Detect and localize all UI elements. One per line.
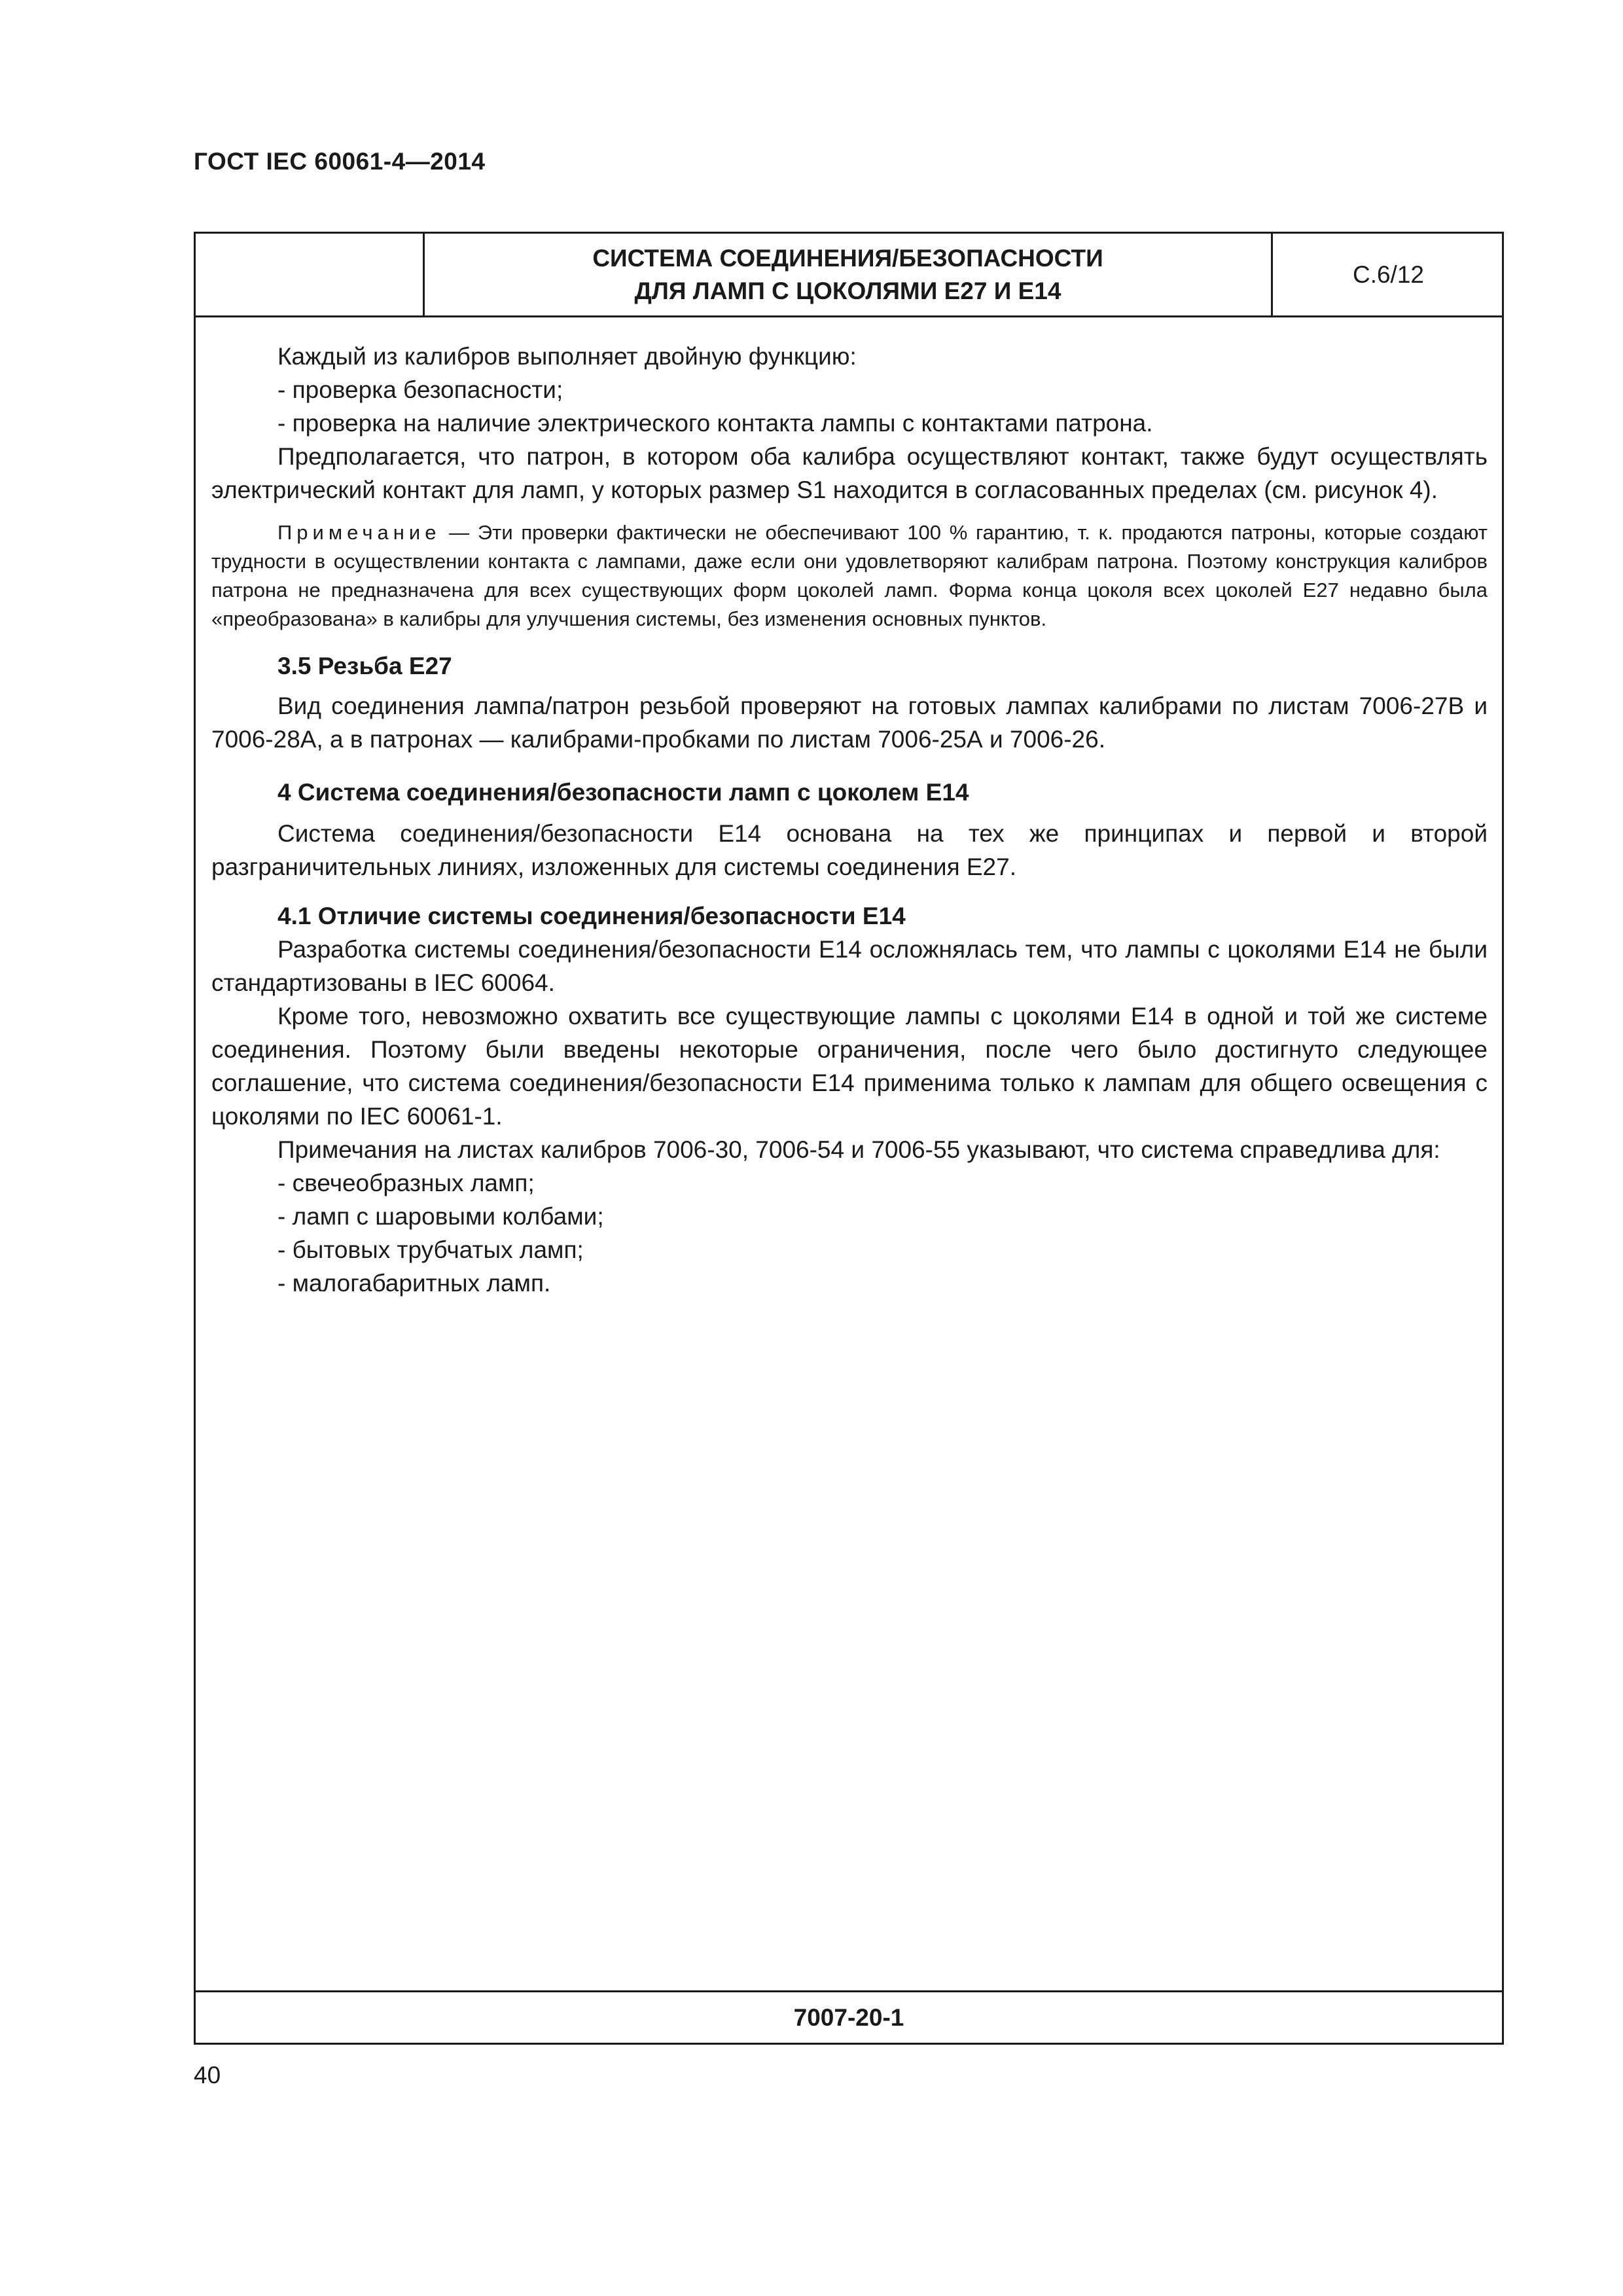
sheet-content xyxy=(211,340,1488,1300)
sheet-header xyxy=(196,234,1502,317)
page-number: 40 xyxy=(194,2062,221,2089)
section-heading: 4.1 Отличие системы соединения/безопасности Е14 xyxy=(277,903,906,929)
paragraph: Разработка системы соединения/безопасности Е14 осложнялась тем, что лампы с цоколями Е14 не были стандартизованы в IEC 60064. xyxy=(211,936,1488,996)
document-code: ГОСТ IEC 60061-4—2014 xyxy=(194,148,486,175)
note-text: — Эти проверки фактически не обеспечивают 100 % гарантию, т. к. продаются патроны, которые создают трудности в осуществлении контакта с лампами, даже если они удовлетворяют калибрам патрона. Поэтому конструкция калибров патрона не предназначена для всех существующих форм цоколей ламп. Форма конца цоколя всех цоколей Е27 недавно была «преобразована» в калибры для улучшения системы, без изменения основных пунктов. xyxy=(211,521,1488,630)
list-item: - проверка на наличие электрического контакта лампы с контактами патрона. xyxy=(277,410,1153,437)
note xyxy=(211,518,1488,634)
header-empty-cell xyxy=(196,234,425,315)
header-sheet-number: С.6/12 xyxy=(1271,234,1504,315)
paragraph: Вид соединения лампа/патрон резьбой проверяют на готовых лампах калибрами по листам 7006-27В и 7006-28А, а в патронах — калибрами-пробками по листам 7006-25А и 7006-26. xyxy=(211,692,1488,753)
section-heading: 4 Система соединения/безопасности ламп с цоколем Е14 xyxy=(277,779,969,806)
list-item: - малогабаритных ламп. xyxy=(277,1270,551,1297)
sheet-frame xyxy=(194,232,1504,2045)
paragraph: Предполагается, что патрон, в котором оба калибра осуществляют контакт, также будут осуществлять электрический контакт для ламп, у которых размер S1 находится в согласованных пределах (см. рисунок 4). xyxy=(211,443,1488,503)
sheet-footer: 7007-20-1 xyxy=(196,1990,1502,2043)
section-heading: 3.5 Резьба Е27 xyxy=(277,653,452,679)
header-title-line1: СИСТЕМА СОЕДИНЕНИЯ/БЕЗОПАСНОСТИ xyxy=(592,244,1103,272)
header-title xyxy=(425,234,1271,315)
list-item: - ламп с шаровыми колбами; xyxy=(277,1203,604,1230)
list-item: - проверка безопасности; xyxy=(277,376,563,403)
note-label: Примечание xyxy=(277,521,441,544)
header-title-line2: ДЛЯ ЛАМП С ЦОКОЛЯМИ Е27 И Е14 xyxy=(634,277,1061,304)
paragraph: Примечания на листах калибров 7006-30, 7006-54 и 7006-55 указывают, что система справедлива для: xyxy=(277,1136,1440,1163)
paragraph: Система соединения/безопасности Е14 основана на тех же принципах и первой и второй разграничительных линиях, изложенных для системы соединения Е27. xyxy=(211,820,1488,880)
paragraph: Каждый из калибров выполняет двойную функцию: xyxy=(277,343,857,370)
paragraph: Кроме того, невозможно охватить все существующие лампы с цоколями Е14 в одной и той же системе соединения. Поэтому были введены некоторые ограничения, после чего было достигнуто следующее соглашение, что система соединения/безопасности Е14 применима только к лампам для общего освещения с цоколями по IEC 60061-1. xyxy=(211,1003,1488,1130)
list-item: - бытовых трубчатых ламп; xyxy=(277,1236,584,1263)
list-item: - свечеобразных ламп; xyxy=(277,1170,535,1196)
